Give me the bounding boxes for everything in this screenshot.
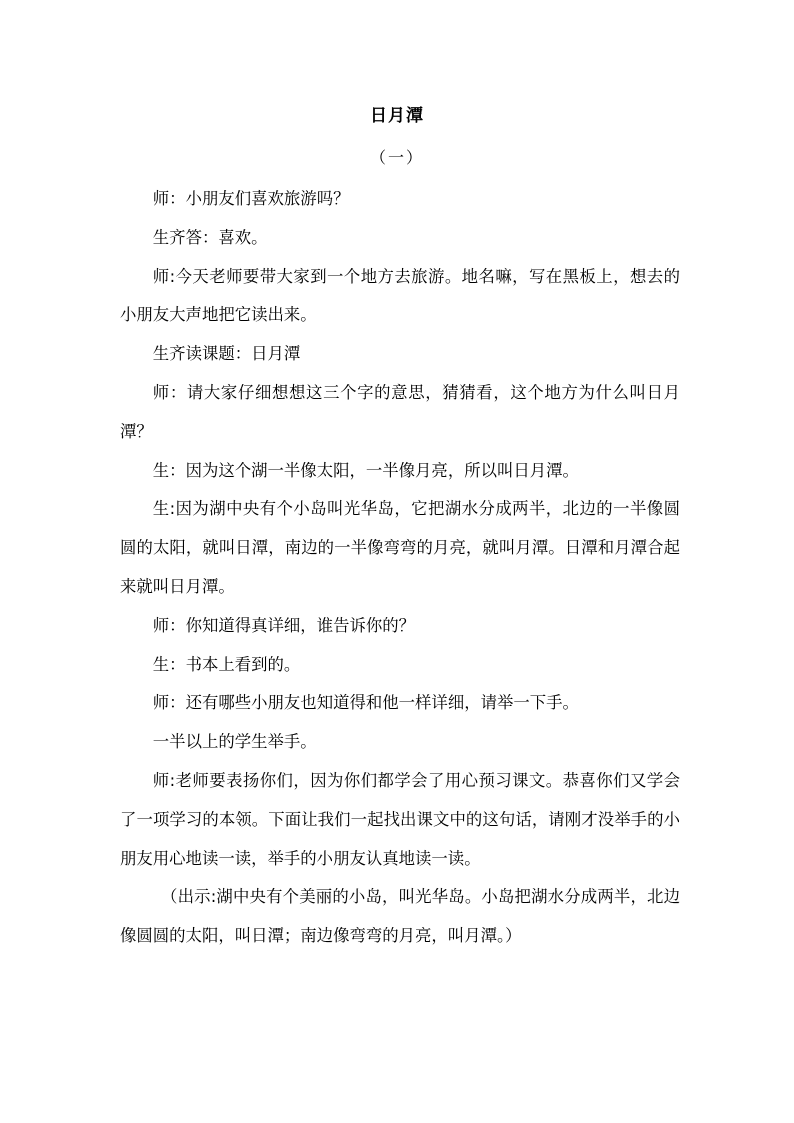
document-title: 日月潭 [370, 106, 424, 126]
paragraph: 生：书本上看到的。 [152, 654, 301, 674]
paragraph: 师：请大家仔细想想这三个字的意思，猜猜看，这个地方为什么叫日月潭？ [120, 382, 680, 441]
quoted-passage: （出示:湖中央有个美丽的小岛，叫光华岛。小岛把湖水分成两半，北边像圆圆的太阳，叫日潭；南边像弯弯的月亮，叫月潭。） [120, 887, 680, 946]
paragraph: 生：因为这个湖一半像太阳，一半像月亮，所以叫日月潭。 [152, 460, 579, 480]
paragraph: 一半以上的学生举手。 [152, 732, 317, 752]
paragraph: 师:今天老师要带大家到一个地方去旅游。地名嘛，写在黑板上，想去的小朋友大声地把它读出来。 [120, 266, 680, 325]
paragraph: 师：你知道得真详细，谁告诉你的？ [152, 615, 416, 635]
paragraph: 师：小朋友们喜欢旅游吗？ [152, 189, 350, 208]
paragraph: 生齐读课题：日月潭 [152, 344, 301, 364]
document-body [120, 180, 680, 956]
paragraph: 生齐答：喜欢。 [152, 227, 268, 247]
paragraph: 师：还有哪些小朋友也知道得和他一样详细，请举一下手。 [152, 693, 579, 713]
paragraph: 生:因为湖中央有个小岛叫光华岛，它把湖水分成两半，北边的一半像圆圆的太阳，就叫日潭，南边的一半像弯弯的月亮，就叫月潭。日潭和月潭合起来就叫日月潭。 [120, 499, 680, 596]
paragraph: 师:老师要表扬你们，因为你们都学会了用心预习课文。恭喜你们又学会了一项学习的本领。下面让我们一起找出课文中的这句话，请刚才没举手的小朋友用心地读一读，举手的小朋友认真地读一读。 [120, 770, 680, 868]
section-subtitle: （一） [369, 148, 424, 167]
